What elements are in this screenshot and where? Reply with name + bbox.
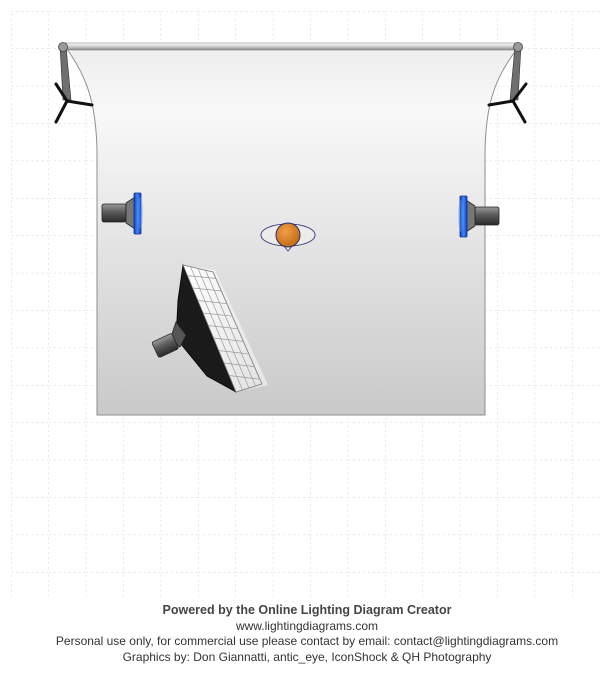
footer-graphics-credits: Graphics by: Don Giannatti, antic_eye, IconShock & QH Photography <box>122 649 492 664</box>
footer-credits <box>0 603 614 665</box>
footer-url[interactable]: www.lightingdiagrams.com <box>235 618 379 633</box>
footer-license: Personal use only, for commercial use please contact by email: contact@lightingdiagrams.com <box>55 634 559 648</box>
footer-headline: Powered by the Online Lighting Diagram Creator <box>162 603 452 617</box>
backdrop-crossbar <box>62 43 522 50</box>
